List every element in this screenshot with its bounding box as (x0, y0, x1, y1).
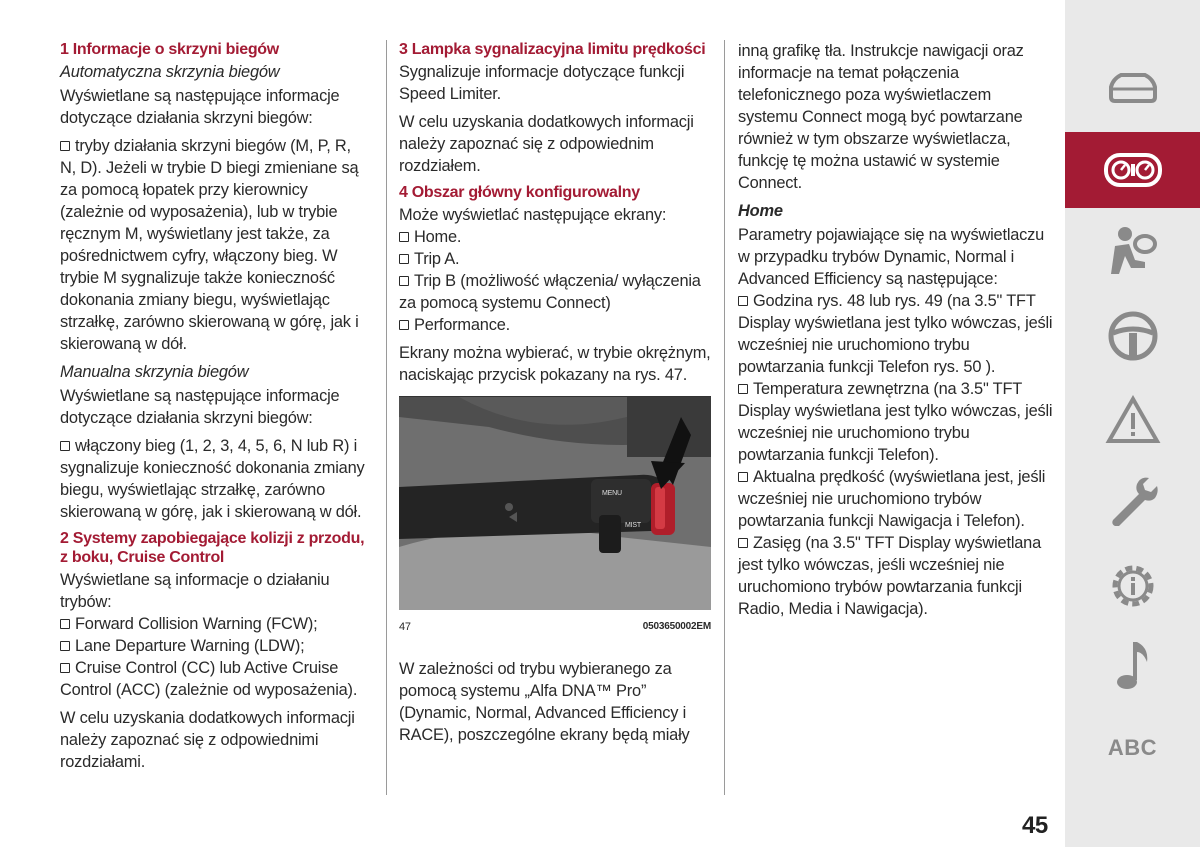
bullet-square-icon (738, 472, 748, 482)
figure-code: 0503650002EM (642, 621, 711, 632)
list-item: Trip B (możliwość włączenia/ wyłączenia za pomocą systemu Connect) (399, 272, 701, 312)
bullet-list (738, 290, 1054, 620)
figure-47-stalk-photo (399, 396, 711, 610)
gear-info-icon[interactable] (1065, 556, 1200, 616)
paragraph: Parametry pojawiające się na wyświetlaczu w przypadku trybów Dynamic, Normal i Advanced Efficiency są następujące: (738, 226, 1045, 288)
bullet-square-icon (60, 619, 70, 629)
paragraph: W zależności od trybu wybieranego za pomocą systemu „Alfa DNA™ Pro” (Dynamic, Normal, Advanced Efficiency i RACE), poszczególne ekrany będą miały (399, 660, 690, 744)
wrench-icon[interactable] (1065, 472, 1200, 532)
heading-gearbox-info: 1 Informacje o skrzyni biegów (60, 41, 279, 58)
column-divider (724, 40, 725, 795)
column-1 (60, 40, 370, 779)
paragraph: W celu uzyskania dodatkowych informacji należy zapoznać się z odpowiednimi rozdziałami. (60, 709, 355, 771)
bullet-square-icon (738, 384, 748, 394)
figure-caption (399, 616, 711, 638)
bullet-square-icon (399, 276, 409, 286)
list-item: Performance. (399, 314, 711, 336)
list-item: Godzina rys. 48 lub rys. 49 (na 3.5" TFT Display wyświetlana jest tylko wówczas, jeśli wcześniej nie uruchomiono trybu powtarzania funkcji Telefon rys. 50 ). (738, 292, 1053, 376)
bullet-square-icon (60, 441, 70, 451)
paragraph: Wyświetlane są następujące informacje dotyczące działania skrzyni biegów: (60, 387, 340, 427)
bullet-square-icon (60, 641, 70, 651)
bullet-square-icon (738, 538, 748, 548)
airbag-person-icon[interactable] (1065, 222, 1200, 282)
column-2 (399, 40, 711, 752)
bullet-square-icon (60, 141, 70, 151)
paragraph: inną grafikę tła. Instrukcje nawigacji oraz informacje na temat połączenia telefonicznego poza wyświetlaczem systemu Connect mogą być powtarzane również w tym obszarze wyświetlacza, funkcję tę można ustawić w systemie Connect. (738, 42, 1024, 192)
music-note-icon[interactable] (1065, 636, 1200, 696)
dashboard-icon[interactable] (1065, 145, 1200, 195)
list-item: Aktualna prędkość (wyświetlana jest, jeśli wcześniej nie uruchomiono trybów powtarzania funkcji Nawigacja i Telefon). (738, 468, 1046, 530)
bullet-square-icon (738, 296, 748, 306)
list-item: Cruise Control (CC) lub Active Cruise Control (ACC) (zależnie od wyposażenia). (60, 659, 358, 699)
bullet-square-icon (399, 254, 409, 264)
paragraph: Wyświetlane są informacje o działaniu trybów: (60, 571, 330, 611)
stalk-illustration (399, 397, 711, 610)
column-3 (738, 40, 1054, 626)
mist-label: MIST (625, 522, 641, 529)
paragraph: Wyświetlane są następujące informacje dotyczące działania skrzyni biegów: (60, 87, 340, 127)
bullet-square-icon (399, 320, 409, 330)
abc-index-link[interactable]: ABC (1107, 735, 1158, 760)
list-item: Temperatura zewnętrzna (na 3.5" TFT Display wyświetlana jest tylko wówczas, jeśli wcześniej nie uruchomiono trybu powtarzania funkcji Telefon). (738, 380, 1053, 464)
list-item: Trip A. (399, 248, 711, 270)
heading-collision-systems: 2 Systemy zapobiegające kolizji z przodu, z boku, Cruise Control (60, 530, 365, 566)
list-item: Zasięg (na 3.5" TFT Display wyświetlana jest tylko wówczas, jeśli wcześniej nie uruchomiono trybów powtarzania funkcji Radio, Media i Nawigacja). (738, 534, 1042, 618)
paragraph: W celu uzyskania dodatkowych informacji należy zapoznać się z odpowiednim rozdziałem. (399, 113, 694, 175)
figure-number: 47 (399, 621, 411, 633)
bullet-list (399, 226, 711, 336)
list-item: Lane Departure Warning (LDW); (60, 635, 370, 657)
bullet-item (60, 135, 370, 355)
bullet-list (60, 613, 370, 701)
heading-speed-limit-lamp: 3 Lampka sygnalizacyjna limitu prędkości (399, 41, 706, 58)
list-item: Home. (399, 226, 711, 248)
paragraph: Może wyświetlać następujące ekrany: (399, 206, 667, 224)
menu-label: MENU (602, 490, 622, 497)
subheading-automatic: Automatyczna skrzynia biegów (60, 63, 280, 81)
paragraph: Ekrany można wybierać, w trybie okrężnym, naciskając przycisk pokazany na rys. 47. (399, 344, 711, 384)
heading-configurable-area: 4 Obszar główny konfigurowalny (399, 184, 640, 201)
bullet-item (60, 435, 370, 523)
warning-triangle-icon[interactable] (1065, 390, 1200, 450)
chapter-sidebar (1065, 0, 1200, 847)
car-icon[interactable] (1065, 62, 1200, 112)
column-divider (386, 40, 387, 795)
bullet-text: włączony bieg (1, 2, 3, 4, 5, 6, N lub R) i sygnalizuje konieczność dokonania zmiany biegu, wyświetlając strzałkę, zarówno skierowaną w górę, jak i skierowaną w dół. (60, 437, 365, 521)
bullet-text: tryby działania skrzyni biegów (M, P, R, N, D). Jeżeli w trybie D biegi zmieniane są za pomocą łopatek przy kierownicy (zależnie od wyposażenia), lub w trybie ręcznym M, wyświetlany jest także, za pośrednictwem cyfry, włączony bieg. W trybie M sygnalizuje także konieczność dokonania zmiany biegu, wyświetlając strzałkę, zarówno skierowaną w górę, jak i skierowaną w dół. (60, 137, 359, 353)
subheading-manual: Manualna skrzynia biegów (60, 363, 249, 381)
bullet-square-icon (399, 232, 409, 242)
page-number: 45 (1022, 812, 1048, 839)
list-item: Forward Collision Warning (FCW); (60, 613, 370, 635)
paragraph: Sygnalizuje informacje dotyczące funkcji Speed Limiter. (399, 63, 685, 103)
bullet-square-icon (60, 663, 70, 673)
steering-wheel-icon[interactable] (1065, 306, 1200, 366)
subheading-home: Home (738, 202, 783, 220)
